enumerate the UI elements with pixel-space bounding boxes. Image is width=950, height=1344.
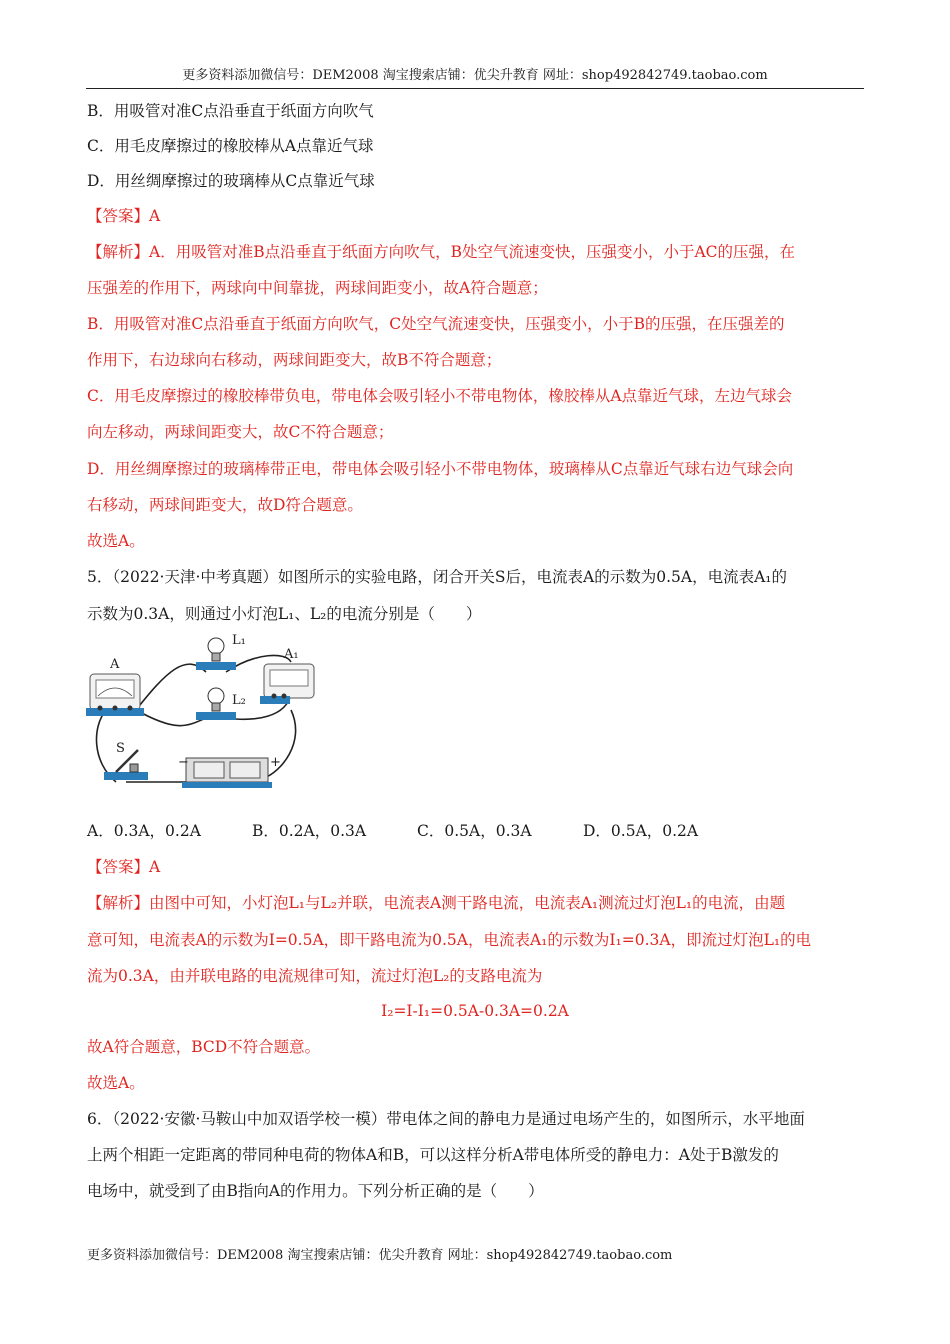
label-lamp2: L₂ [232, 693, 246, 708]
q5-stem-line: 示数为0.3A，则通过小灯泡L₁、L₂的电流分别是（ ） [87, 605, 482, 623]
switch-S [104, 741, 148, 780]
battery [178, 755, 281, 788]
q5-stem-line: 5．（2022·天津·中考真题）如图所示的实验电路，闭合开关S后，电流表A的示数为0.5A，电流表A₁的 [87, 568, 787, 586]
q5-option: B．0.2A，0.3A [252, 822, 367, 840]
q5-option: C．0.5A，0.3A [417, 822, 532, 840]
q4-select: 故选A。 [87, 532, 145, 550]
q6-stem-line: 上两个相距一定距离的带同种电荷的物体A和B，可以这样分析A带电体所受的静电力：A处于B激发的 [87, 1146, 779, 1164]
circuit-figure [86, 632, 299, 792]
label-ammeter: A [110, 657, 120, 672]
q4-analysis-line: 右移动，两球间距变大，故D符合题意。 [87, 496, 363, 514]
q4-option-b: B．用吸管对准C点沿垂直于纸面方向吹气 [87, 102, 374, 120]
label-minus: − [178, 755, 189, 770]
analysis-label: 【解析】 [87, 894, 150, 912]
q4-analysis-line: C．用毛皮摩擦过的橡胶棒带负电，带电体会吸引轻小不带电物体，橡胶棒从A点靠近气球，左边气球会 [87, 387, 793, 405]
answer-label: 【答案】 [87, 207, 150, 225]
analysis-text: A．用吸管对准B点沿垂直于纸面方向吹气，B处空气流速变快，压强变小，小于AC的压强，在 [149, 243, 796, 261]
q6-stem-line: 电场中，就受到了由B指向A的作用力。下列分析正确的是（ ） [87, 1182, 544, 1200]
page-footer: 更多资料添加微信号：DEM2008 淘宝搜索店铺：优尖升教育 网址：shop492842749.taobao.com [87, 1248, 673, 1263]
answer-value: A [149, 207, 161, 225]
q5-analysis-line: 意可知，电流表A的示数为I=0.5A，即干路电流为0.5A，电流表A₁的示数为I₁=0.3A，即流过灯泡L₁的电 [87, 931, 812, 949]
label-plus: + [270, 755, 281, 770]
answer-value: A [149, 858, 161, 876]
page-header: 更多资料添加微信号：DEM2008 淘宝搜索店铺：优尖升教育 网址：shop492842749.taobao.com [86, 66, 864, 89]
label-lamp1: L₁ [232, 633, 246, 648]
q4-option-c: C．用毛皮摩擦过的橡胶棒从A点靠近气球 [87, 137, 374, 155]
q5-option: D．0.5A，0.2A [583, 822, 699, 840]
ammeter-A [86, 657, 144, 716]
q4-analysis-line [87, 241, 795, 263]
q5-analysis-line: 故A符合题意，BCD不符合题意。 [87, 1038, 321, 1056]
q4-option-d: D．用丝绸摩擦过的玻璃棒从C点靠近气球 [87, 172, 375, 190]
q5-analysis-line: 流为0.3A，由并联电路的电流规律可知，流过灯泡L₂的支路电流为 [87, 967, 543, 985]
q4-analysis-line: D．用丝绸摩擦过的玻璃棒带正电，带电体会吸引轻小不带电物体，玻璃棒从C点靠近气球右边气球会向 [87, 460, 794, 478]
answer-label: 【答案】 [87, 858, 150, 876]
q5-option: A．0.3A，0.2A [87, 822, 201, 840]
label-ammeter1: A₁ [284, 647, 299, 662]
q4-analysis-line: B．用吸管对准C点沿垂直于纸面方向吹气，C处空气流速变快，压强变小，小于B的压强，在压强差的 [87, 315, 785, 333]
q5-formula: I₂=I-I₁=0.5A-0.3A=0.2A [381, 1002, 569, 1020]
q5-answer [87, 856, 160, 878]
analysis-label: 【解析】 [87, 243, 150, 261]
lamp-L2 [196, 688, 246, 720]
q4-answer [87, 205, 160, 227]
analysis-text: 由图中可知，小灯泡L₁与L₂并联，电流表A测干路电流，电流表A₁测流过灯泡L₁的电流，由题 [149, 894, 786, 912]
q6-stem-line: 6．（2022·安徽·马鞍山中加双语学校一模）带电体之间的静电力是通过电场产生的，如图所示，水平地面 [87, 1110, 805, 1128]
q5-select: 故选A。 [87, 1074, 145, 1092]
q4-analysis-line: 作用下，右边球向右移动，两球间距变大，故B不符合题意； [87, 351, 502, 369]
q5-analysis-line [87, 892, 785, 914]
q4-analysis-line: 压强差的作用下，两球向中间靠拢，两球间距变小，故A符合题意； [87, 279, 548, 297]
q4-analysis-line: 向左移动，两球间距变大，故C不符合题意； [87, 423, 394, 441]
label-switch: S [116, 741, 125, 756]
